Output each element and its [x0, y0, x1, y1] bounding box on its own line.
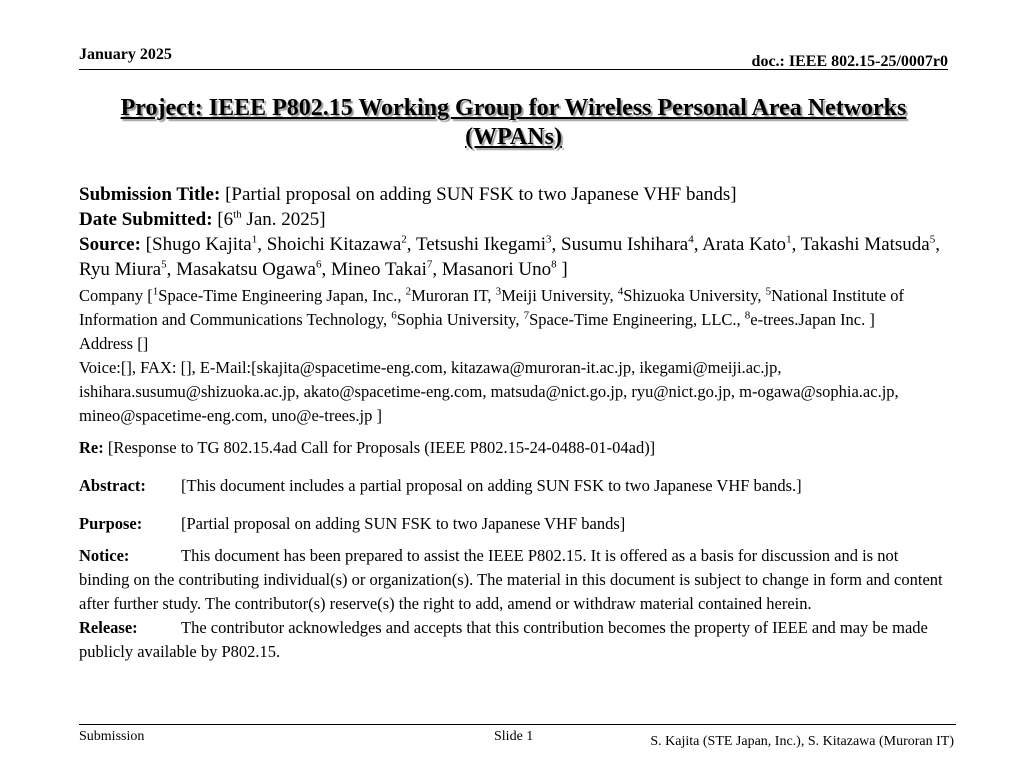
submission-title-label: Submission Title: [79, 184, 221, 205]
author-affiliation-number: 5 [929, 233, 936, 246]
footer-submission: Submission [79, 729, 145, 744]
project-title [79, 94, 948, 152]
voice-fax-email: Voice:[], FAX: [], E-Mail:[skajita@spacetime-eng.com, kitazawa@muroran-it.ac.jp, ikegami@meiji.ac.jp, ishihara.susumu@shizuoka.ac.jp, akato@spacetime-eng.com, matsuda@nict.go.jp, ryu@nict.go.jp, m-ogawa@sophia.ac.jp, mineo@spacetime-eng.com, uno@e-trees.jp ] [79, 358, 899, 425]
author-name: Shugo Kajita [152, 234, 252, 255]
project-title-line1: Project: IEEE P802.15 Working Group for Wireless Personal Area Networks [120, 95, 907, 121]
org-number: 7 [523, 309, 530, 322]
org-number: 2 [405, 285, 412, 298]
source [79, 232, 951, 282]
author-name: Ryu Miura [79, 259, 162, 280]
purpose-label: Purpose: [79, 514, 143, 533]
re-label: Re: [79, 438, 104, 457]
author-name: Shoichi Kitazawa [266, 234, 402, 255]
date-submitted [79, 207, 951, 232]
date-submitted-label: Date Submitted: [79, 209, 213, 230]
company-orgs: $^1$Space-Time Engineering Japan, Inc., $^2$Muroran IT, $^3$Meiji University, $^4$Shizuoka University, $^5$National Institute of Information and Communications Technology, $^6$Sophia University, $^7$Space-Time Engineering, LLC., $^8$e-trees.Japan Inc. [79, 285, 905, 329]
abstract-label: Abstract: [79, 476, 146, 495]
footer-authors: S. Kajita (STE Japan, Inc.), S. Kitazawa (Muroran IT) [650, 734, 954, 749]
company-close: ] [865, 310, 875, 329]
purpose-value: [Partial proposal on adding SUN FSK to two Japanese VHF bands] [181, 514, 626, 533]
release-label: Release: [79, 618, 138, 637]
author-name: Takashi Matsuda [800, 234, 930, 255]
org-name: Muroran IT [411, 286, 488, 305]
cover-content [79, 182, 951, 664]
org-number: 4 [617, 285, 624, 298]
org-number: 8 [744, 309, 751, 322]
release-value: The contributor acknowledges and accepts that this contribution becomes the property of IEEE and may be made publicly available by P802.15. [79, 618, 928, 661]
org-number: 6 [391, 309, 397, 322]
date-submitted-value [217, 209, 325, 230]
author-affiliation-number: 7 [426, 258, 433, 271]
org-name: e-trees.Japan Inc. [750, 310, 866, 329]
date-pre: [6 [217, 209, 234, 230]
footer-divider [79, 724, 956, 725]
org-name: National Institute of Information and Communications Technology [79, 286, 905, 329]
org-name: Meiji University [501, 286, 610, 305]
author-affiliation-number: 1 [251, 233, 258, 246]
source-label: Source: [79, 234, 141, 255]
author-name: Masanori Uno [441, 259, 552, 280]
author-affiliation-number: 8 [551, 258, 557, 271]
project-title-line2: (WPANs) [465, 124, 562, 150]
company [79, 284, 951, 332]
release [79, 616, 951, 664]
author-name: Tetsushi Ikegami [415, 234, 547, 255]
header-divider [79, 69, 948, 70]
org-number: 1 [152, 285, 159, 298]
notice-label: Notice: [79, 546, 130, 565]
footer-slide-number: Slide 1 [494, 729, 534, 744]
author-name: Susumu Ishihara [561, 234, 689, 255]
source-authors: [Shugo Kajita$^1$, Shoichi Kitazawa$^2$, Tetsushi Ikegami$^3$, Susumu Ishihara$^4$, Arata Kato$^1$, Takashi Matsuda$^5$, Ryu Miura$^5$, Masakatsu Ogawa$^6$, Mineo Takai$^7$, Masanori Uno$^8$ ] [79, 233, 940, 280]
company-label: Company [ [79, 286, 153, 305]
author-affiliation-number: 4 [688, 233, 694, 246]
notice-value: This document has been prepared to assist the IEEE P802.15. It is offered as a basis for discussion and is not binding on the contributing individual(s) or organization(s). The material in this document is subject to change in form and content after further study. The contributor(s) reserve(s) the right to add, amend or withdraw material contained herein. [79, 546, 943, 613]
date-post: Jan. 2025] [241, 209, 326, 230]
author-name: Arata Kato [702, 234, 787, 255]
abstract-value: [This document includes a partial proposal on adding SUN FSK to two Japanese VHF bands.] [181, 476, 802, 495]
purpose [79, 512, 951, 536]
author-affiliation-number: 3 [546, 233, 552, 246]
re [79, 436, 951, 460]
org-number: 5 [765, 285, 772, 298]
date-sup: th [233, 208, 242, 221]
org-name: Shizuoka University [623, 286, 758, 305]
author-affiliation-number: 6 [315, 258, 322, 271]
notice [79, 544, 951, 616]
org-name: Space-Time Engineering Japan, Inc. [158, 286, 398, 305]
address: Address [] [79, 334, 149, 353]
abstract [79, 474, 951, 498]
header-doc-id: doc.: IEEE 802.15-25/0007r0 [751, 53, 948, 70]
author-name: Mineo Takai [330, 259, 427, 280]
org-name: Space-Time Engineering, LLC. [529, 310, 737, 329]
submission-title [79, 182, 951, 207]
author-affiliation-number: 1 [786, 233, 792, 246]
author-name: Masakatsu Ogawa [176, 259, 316, 280]
author-affiliation-number: 5 [161, 258, 167, 271]
header-date: January 2025 [79, 46, 172, 63]
re-value: [Response to TG 802.15.4ad Call for Proposals (IEEE P802.15-24-0488-01-04ad)] [107, 438, 656, 457]
org-name: Sophia University [396, 310, 516, 329]
submission-title-value: [Partial proposal on adding SUN FSK to two Japanese VHF bands] [225, 184, 737, 205]
org-number: 3 [495, 285, 502, 298]
author-affiliation-number: 2 [401, 233, 407, 246]
